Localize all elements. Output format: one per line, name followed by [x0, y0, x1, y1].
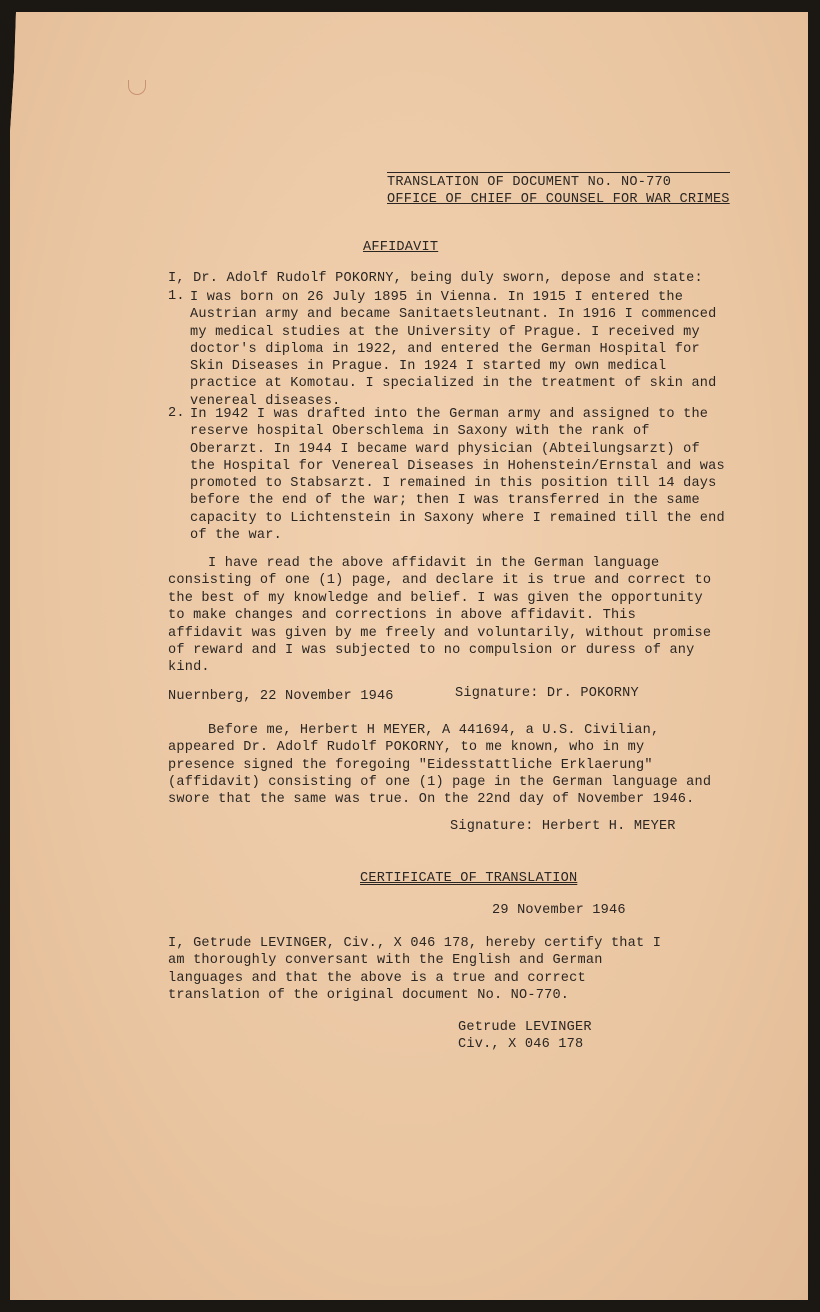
paragraph-number: 2. — [168, 406, 185, 421]
translator-id: Civ., X 046 178 — [458, 1037, 584, 1053]
ink-stamp-mark — [128, 80, 146, 95]
document-header — [387, 172, 730, 208]
paragraph-text: I was born on 26 July 1895 in Vienna. In 1915 I entered the Austrian army and became Sanitaetsleutnant. In 1916 I commenced my medical studies at the University of Prague. I received my doctor's diploma in 1922, and entered the German Hospital for Skin Diseases in Prague. In 1924 I started my own medical practice at Komotau. I specialized in the treatment of skin and venereal diseases. — [190, 290, 717, 409]
numbered-paragraph — [168, 406, 728, 544]
paragraph-text: In 1942 I was drafted into the German army and assigned to the reserve hospital Oberschlema in Saxony with the rank of Oberarzt. In 1944 I became ward physician (Abteilungsarzt) of the Hospital for Venereal Diseases in Hohenstein/Ernstal and was promoted to Stabsarzt. I remained in this position till 14 days before the end of the war; then I was transferred in the same capacity to Lichtenstein in Saxony where I remained till the end of the war. — [190, 407, 725, 544]
header-translation-line: TRANSLATION OF DOCUMENT No. NO-770 — [387, 175, 672, 190]
translator-name: Getrude LEVINGER — [458, 1020, 592, 1035]
paragraph-number: 1. — [168, 289, 185, 304]
certificate-date: 29 November 1946 — [492, 903, 626, 918]
officer-signature: Signature: Herbert H. MEYER — [450, 819, 676, 834]
certificate-body: I, Getrude LEVINGER, Civ., X 046 178, hereby certify that I am thoroughly conversant with the English and German languages and that the above is a true and correct translation of the original document No. NO-770. — [168, 936, 662, 1004]
declaration-paragraph: I have read the above affidavit in the German language consisting of one (1) page, and declare it is true and correct to the best of my knowledge and belief. I was given the opportunity to make changes and corrections in above affidavit. This affidavit was given by me freely and voluntarily, without promise of reward and I was subjected to no compulsion or duress of any kind. — [168, 556, 712, 676]
jurat-paragraph: Before me, Herbert H MEYER, A 441694, a U.S. Civilian, appeared Dr. Adolf Rudolf POKORNY, to me known, who in my presence signed the foregoing "Eidesstattliche Erklaerung" (affidavit) consisting of one (1) page in the German language and swore that the same was true. On the 22nd day of November 1946. — [168, 723, 712, 808]
affiant-signature: Signature: Dr. POKORNY — [455, 686, 639, 701]
translator-signature-block — [458, 1019, 592, 1054]
affidavit-intro: I, Dr. Adolf Rudolf POKORNY, being duly sworn, depose and state: — [168, 271, 703, 286]
numbered-paragraph — [168, 289, 728, 410]
header-office-line: OFFICE OF CHIEF OF COUNSEL FOR WAR CRIMES — [387, 192, 730, 207]
certificate-title: CERTIFICATE OF TRANSLATION — [360, 871, 578, 886]
place-and-date: Nuernberg, 22 November 1946 — [168, 689, 394, 704]
affidavit-title: AFFIDAVIT — [363, 240, 439, 255]
